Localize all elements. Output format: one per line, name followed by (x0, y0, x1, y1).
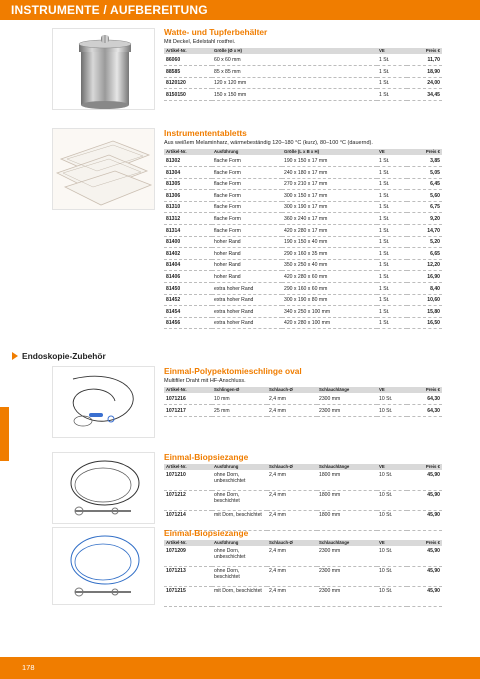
table-row (164, 167, 442, 179)
col-header: VE (377, 464, 407, 470)
col-header: Schlauch-Ø (267, 387, 317, 393)
article-number: 1071213 (164, 566, 212, 586)
col-header: Schlingen-Ø (212, 387, 267, 393)
table-cell: 2,4 mm (267, 566, 317, 586)
table-cell: 2,4 mm (267, 393, 317, 405)
price-cell: 5,05 (407, 167, 442, 179)
table-row (164, 405, 442, 417)
table-row (164, 306, 442, 318)
article-number: 86060 (164, 54, 212, 66)
table-cell: flache Form (212, 167, 282, 179)
price-cell: 6,75 (407, 201, 442, 213)
table-cell: 1 St. (377, 167, 407, 179)
table-cell: extra hoher Rand (212, 317, 282, 329)
table-cell: 350 x 250 x 40 mm (282, 259, 377, 271)
table-cell: 10 mm (212, 393, 267, 405)
price-cell: 34,45 (407, 89, 442, 101)
table-cell: 300 x 190 x 80 mm (282, 294, 377, 306)
price-cell: 12,20 (407, 259, 442, 271)
table-row (164, 283, 442, 295)
table-cell: 10 St. (377, 490, 407, 510)
table-cell: 120 x 120 mm (212, 77, 377, 89)
product-title: Einmal-Biopsiezange (164, 528, 249, 538)
table-cell: 1800 mm (317, 470, 377, 490)
table-row (164, 248, 442, 260)
table-cell: 2,4 mm (267, 586, 317, 606)
price-table (164, 387, 442, 417)
table-cell: 85 x 85 mm (212, 66, 377, 78)
article-number: 81306 (164, 190, 212, 202)
article-number: 81406 (164, 271, 212, 283)
article-number: 1071210 (164, 470, 212, 490)
article-number: 8150150 (164, 89, 212, 101)
product-block-forceps-1 (164, 452, 442, 531)
table-cell: 360 x 240 x 17 mm (282, 213, 377, 225)
table-cell: extra hoher Rand (212, 294, 282, 306)
table-body (164, 393, 442, 416)
article-number: 81304 (164, 167, 212, 179)
table-cell: 1 St. (377, 225, 407, 237)
price-table (164, 464, 442, 531)
col-header: Artikel-Nr. (164, 48, 212, 54)
table-cell: 1 St. (377, 248, 407, 260)
col-header: Preis € (407, 149, 442, 155)
table-cell: 150 x 150 mm (212, 89, 377, 101)
price-table (164, 48, 442, 101)
price-cell: 15,80 (407, 306, 442, 318)
table-row (164, 225, 442, 237)
table-cell: 1 St. (377, 317, 407, 329)
table-cell: 190 x 150 x 40 mm (282, 236, 377, 248)
table-row (164, 546, 442, 566)
table-cell: 300 x 150 x 17 mm (282, 190, 377, 202)
table-cell: 1 St. (377, 213, 407, 225)
price-cell: 11,70 (407, 54, 442, 66)
col-header: Größe (L x B x H) (282, 149, 377, 155)
col-header: Schlauch-Ø (267, 540, 317, 546)
table-cell: 1 St. (377, 283, 407, 295)
article-number: 81404 (164, 259, 212, 271)
col-header: Artikel-Nr. (164, 464, 212, 470)
table-cell: hoher Rand (212, 248, 282, 260)
product-image-forceps-1 (52, 452, 155, 524)
table-cell: 1 St. (377, 54, 407, 66)
price-cell: 5,60 (407, 190, 442, 202)
table-cell: 1 St. (377, 259, 407, 271)
product-title: Einmal-Polypektomieschlinge oval (164, 366, 302, 376)
page-number: 178 (22, 663, 35, 672)
table-row (164, 317, 442, 329)
product-block-trays (164, 128, 442, 329)
article-number: 81314 (164, 225, 212, 237)
price-cell: 45,90 (407, 566, 442, 586)
article-number: 1071212 (164, 490, 212, 510)
section-title-text: Endoskopie-Zubehör (22, 351, 106, 361)
table-cell: 1800 mm (317, 510, 377, 530)
table-cell: ohne Dorn, beschichtet (212, 490, 267, 510)
table-cell: 2300 mm (317, 566, 377, 586)
table-cell: 2,4 mm (267, 510, 317, 530)
product-block-containers (164, 27, 442, 101)
table-row (164, 77, 442, 89)
table-cell: 2300 mm (317, 546, 377, 566)
table-cell: 1 St. (377, 201, 407, 213)
table-row (164, 155, 442, 167)
table-cell: 10 St. (377, 393, 407, 405)
section-title (12, 350, 106, 362)
price-cell: 6,65 (407, 248, 442, 260)
table-cell: flache Form (212, 201, 282, 213)
triangle-bullet-icon (12, 352, 18, 360)
col-header: Preis € (407, 387, 442, 393)
price-cell: 45,90 (407, 546, 442, 566)
table-row (164, 259, 442, 271)
price-table (164, 149, 442, 329)
price-cell: 14,70 (407, 225, 442, 237)
article-number: 81402 (164, 248, 212, 260)
article-number: 81305 (164, 178, 212, 190)
table-row (164, 271, 442, 283)
product-image-trays (52, 128, 155, 210)
product-image-containers (52, 28, 155, 110)
product-subtitle: Mit Deckel, Edelstahl rostfrei. (164, 39, 236, 45)
article-number: 88585 (164, 66, 212, 78)
table-row (164, 586, 442, 606)
table-row (164, 490, 442, 510)
table-cell: flache Form (212, 155, 282, 167)
col-header: Schlauchlänge (317, 540, 377, 546)
price-cell: 45,90 (407, 510, 442, 530)
table-cell: 1 St. (377, 236, 407, 248)
article-number: 81452 (164, 294, 212, 306)
forceps-blue-icon (53, 528, 155, 605)
product-title: Watte- und Tupferbehälter (164, 27, 268, 37)
product-image-snare (52, 366, 155, 438)
table-cell: 420 x 280 x 60 mm (282, 271, 377, 283)
canister-icon (53, 29, 155, 110)
table-cell: 1 St. (377, 271, 407, 283)
table-row (164, 236, 442, 248)
table-cell: mit Dorn, beschichtet (212, 586, 267, 606)
table-body (164, 546, 442, 606)
price-cell: 18,90 (407, 66, 442, 78)
table-cell: 10 St. (377, 586, 407, 606)
article-number: 81312 (164, 213, 212, 225)
table-cell: 2300 mm (317, 405, 377, 417)
table-row (164, 190, 442, 202)
table-row (164, 510, 442, 530)
table-cell: flache Form (212, 178, 282, 190)
table-cell: 1 St. (377, 190, 407, 202)
article-number: 1071217 (164, 405, 212, 417)
table-cell: 190 x 150 x 17 mm (282, 155, 377, 167)
page-title: INSTRUMENTE / AUFBEREITUNG (11, 3, 208, 17)
table-cell: 2,4 mm (267, 405, 317, 417)
col-header: Preis € (407, 48, 442, 54)
table-cell: 240 x 180 x 17 mm (282, 167, 377, 179)
article-number: 81400 (164, 236, 212, 248)
table-cell: 10 St. (377, 566, 407, 586)
table-cell: 2,4 mm (267, 546, 317, 566)
col-header: Größe (Ø x H) (212, 48, 377, 54)
table-cell: 1 St. (377, 294, 407, 306)
col-header: VE (377, 48, 407, 54)
table-cell: flache Form (212, 225, 282, 237)
page-header (0, 0, 480, 20)
table-cell: 2300 mm (317, 393, 377, 405)
product-subtitle: Multifiler Draht mit HF-Anschluss. (164, 378, 246, 384)
table-row (164, 201, 442, 213)
col-header: Preis € (407, 464, 442, 470)
table-row (164, 178, 442, 190)
table-row (164, 393, 442, 405)
side-tab-marker (0, 407, 9, 461)
product-title: Einmal-Biopsiezange (164, 452, 249, 462)
table-row (164, 66, 442, 78)
table-cell: 1800 mm (317, 490, 377, 510)
table-cell: flache Form (212, 213, 282, 225)
table-cell: 60 x 60 mm (212, 54, 377, 66)
product-title: Instrumententabletts (164, 128, 247, 138)
table-cell: 270 x 210 x 17 mm (282, 178, 377, 190)
table-cell: 10 St. (377, 510, 407, 530)
product-subtitle: Aus weißem Melaminharz, wärmebeständig 120–180 °C (kurz), 80–100 °C (dauernd). (164, 140, 373, 146)
table-cell: extra hoher Rand (212, 283, 282, 295)
table-row (164, 89, 442, 101)
table-cell: hoher Rand (212, 271, 282, 283)
col-header: Ausführung (212, 464, 267, 470)
col-header: Schlauchlänge (317, 387, 377, 393)
table-cell: 2300 mm (317, 586, 377, 606)
table-cell: 420 x 280 x 17 mm (282, 225, 377, 237)
table-cell: hoher Rand (212, 236, 282, 248)
col-header: VE (377, 149, 407, 155)
price-cell: 16,90 (407, 271, 442, 283)
table-cell: hoher Rand (212, 259, 282, 271)
table-row (164, 566, 442, 586)
table-row (164, 213, 442, 225)
col-header: Artikel-Nr. (164, 387, 212, 393)
table-cell: 300 x 190 x 17 mm (282, 201, 377, 213)
col-header: Ausführung (212, 149, 282, 155)
price-cell: 3,85 (407, 155, 442, 167)
product-block-snare (164, 366, 442, 417)
table-cell: 290 x 160 x 35 mm (282, 248, 377, 260)
product-image-forceps-2 (52, 527, 155, 605)
article-number: 81450 (164, 283, 212, 295)
table-cell: 290 x 160 x 60 mm (282, 283, 377, 295)
snare-icon (53, 367, 155, 438)
table-cell: 2,4 mm (267, 490, 317, 510)
col-header: Artikel-Nr. (164, 149, 212, 155)
price-cell: 16,50 (407, 317, 442, 329)
article-number: 1071216 (164, 393, 212, 405)
table-cell: 25 mm (212, 405, 267, 417)
table-cell: 2,4 mm (267, 470, 317, 490)
article-number: 8120120 (164, 77, 212, 89)
table-cell: 1 St. (377, 66, 407, 78)
col-header: Ausführung (212, 540, 267, 546)
article-number: 81456 (164, 317, 212, 329)
col-header: Artikel-Nr. (164, 540, 212, 546)
table-row (164, 54, 442, 66)
col-header: VE (377, 387, 407, 393)
table-cell: 420 x 280 x 100 mm (282, 317, 377, 329)
table-cell: mit Dorn, beschichtet (212, 510, 267, 530)
price-cell: 64,30 (407, 393, 442, 405)
table-cell: 1 St. (377, 306, 407, 318)
col-header: Preis € (407, 540, 442, 546)
table-cell: 10 St. (377, 405, 407, 417)
article-number: 81302 (164, 155, 212, 167)
price-table (164, 540, 442, 607)
table-cell: extra hoher Rand (212, 306, 282, 318)
price-cell: 9,20 (407, 213, 442, 225)
table-cell: 1 St. (377, 77, 407, 89)
table-cell: ohne Dorn, unbeschichtet (212, 546, 267, 566)
col-header: Schlauchlänge (317, 464, 377, 470)
table-cell: flache Form (212, 190, 282, 202)
article-number: 1071209 (164, 546, 212, 566)
table-cell: 10 St. (377, 470, 407, 490)
tray-icon (53, 129, 155, 210)
price-cell: 64,30 (407, 405, 442, 417)
article-number: 1071215 (164, 586, 212, 606)
price-cell: 6,45 (407, 178, 442, 190)
table-body (164, 470, 442, 530)
table-cell: 340 x 250 x 100 mm (282, 306, 377, 318)
price-cell: 24,00 (407, 77, 442, 89)
table-row (164, 294, 442, 306)
table-cell: 1 St. (377, 178, 407, 190)
article-number: 81454 (164, 306, 212, 318)
table-row (164, 470, 442, 490)
price-cell: 45,90 (407, 470, 442, 490)
table-cell: 1 St. (377, 89, 407, 101)
product-block-forceps-2 (164, 528, 442, 607)
table-cell: ohne Dorn, beschichtet (212, 566, 267, 586)
article-number: 1071214 (164, 510, 212, 530)
table-body (164, 54, 442, 100)
table-cell: 10 St. (377, 546, 407, 566)
price-cell: 10,60 (407, 294, 442, 306)
col-header: VE (377, 540, 407, 546)
price-cell: 45,90 (407, 586, 442, 606)
table-body (164, 155, 442, 329)
table-cell: ohne Dorn, unbeschichtet (212, 470, 267, 490)
article-number: 81310 (164, 201, 212, 213)
price-cell: 5,20 (407, 236, 442, 248)
page-footer (0, 657, 480, 679)
price-cell: 8,40 (407, 283, 442, 295)
price-cell: 45,90 (407, 490, 442, 510)
table-cell: 1 St. (377, 155, 407, 167)
col-header: Schlauch-Ø (267, 464, 317, 470)
forceps-icon (53, 453, 155, 524)
